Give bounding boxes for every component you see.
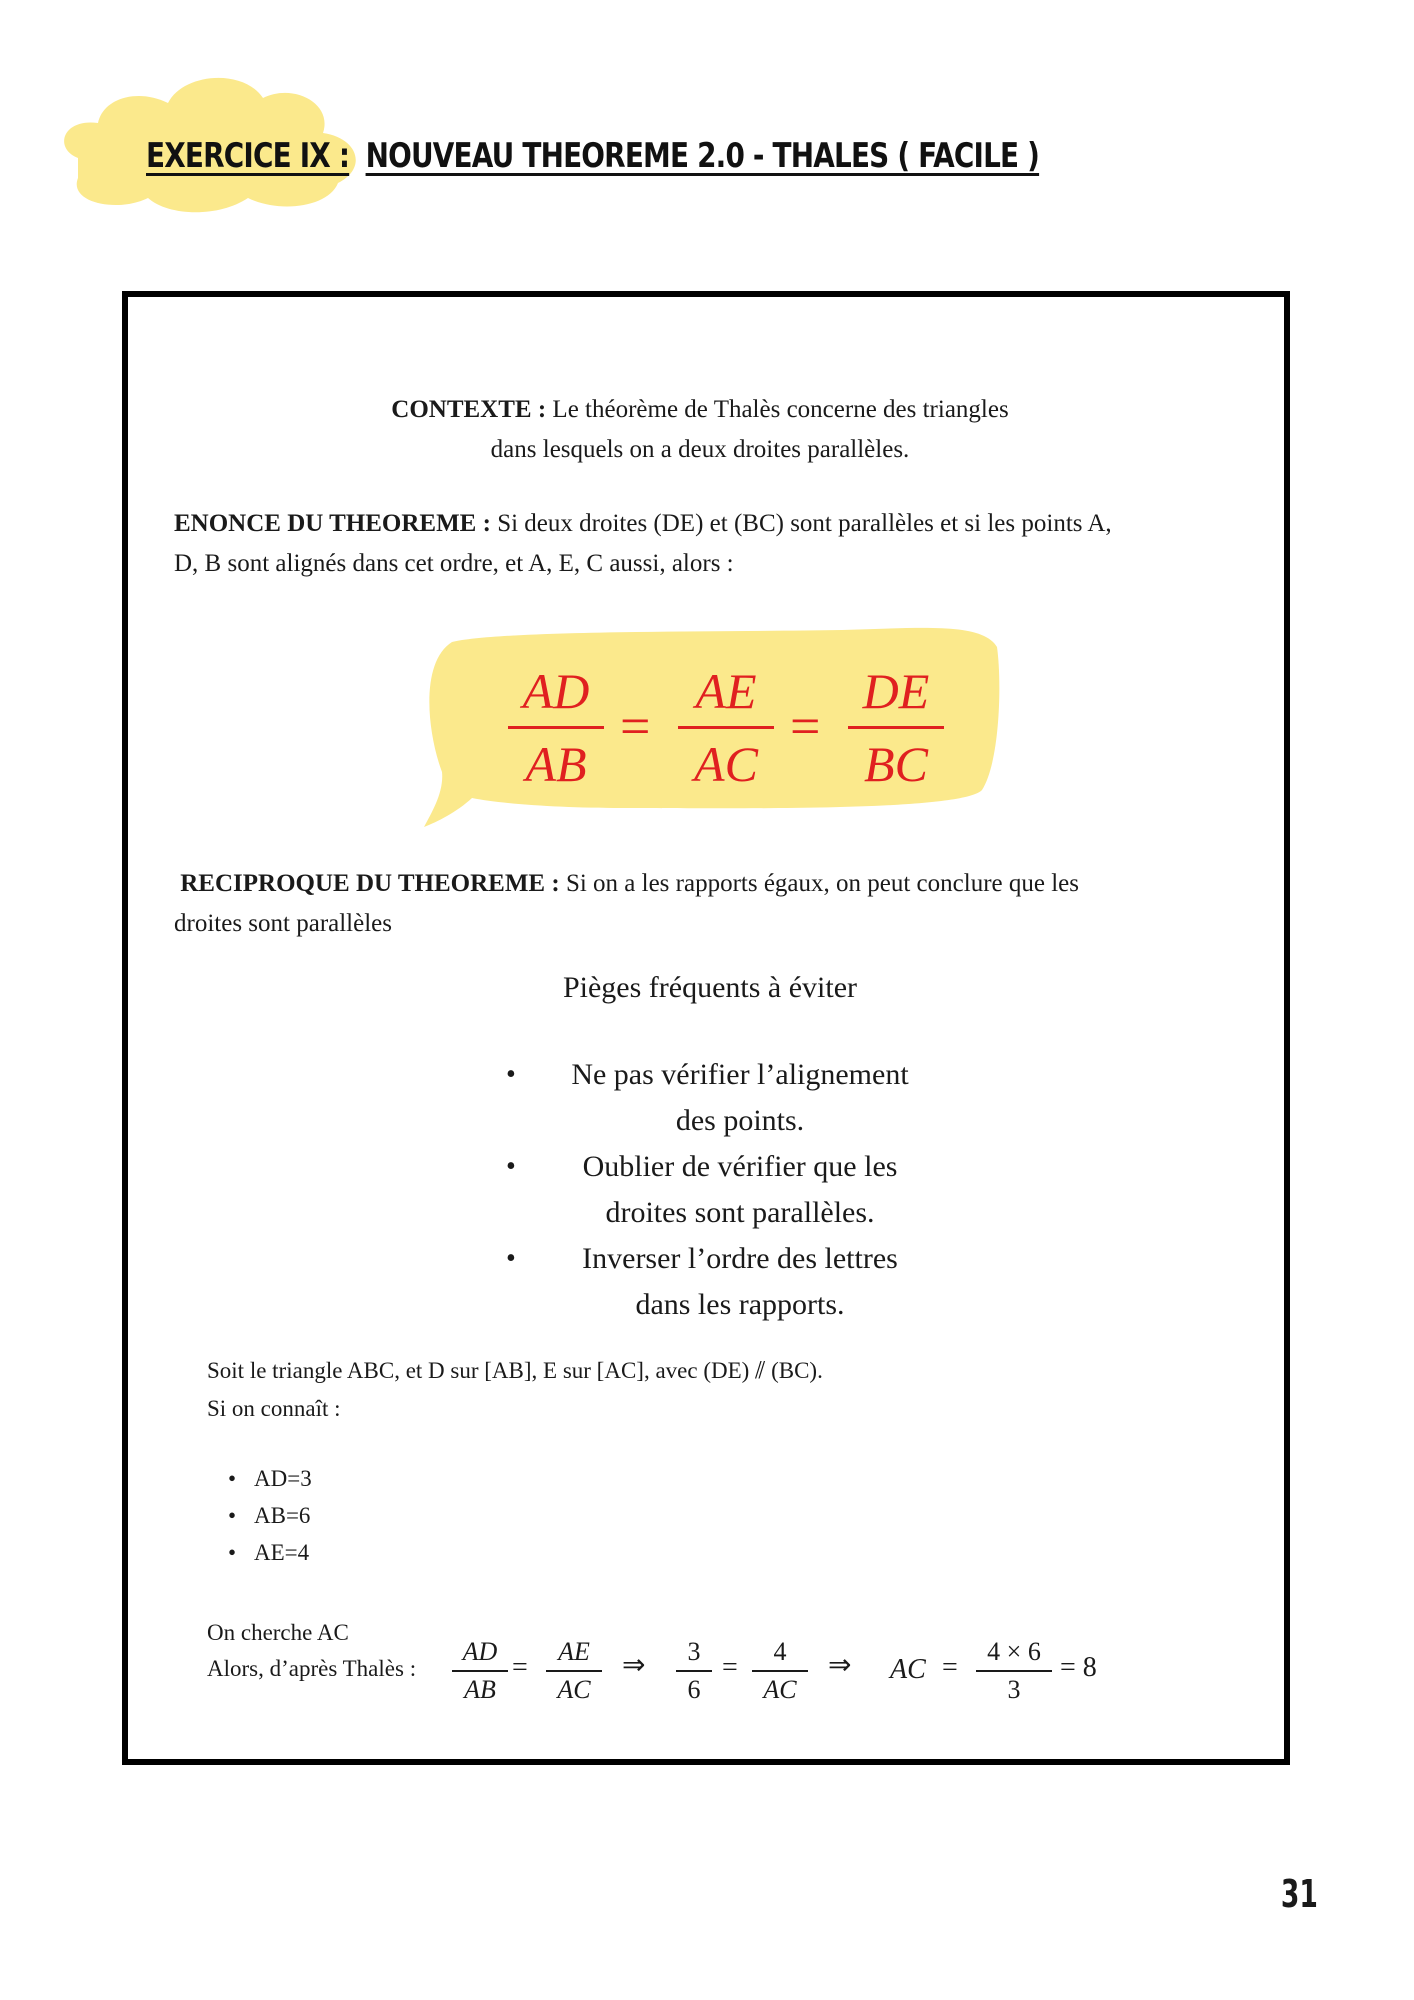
formula-numerator-1: AD — [522, 663, 590, 719]
formula-fraction-1 — [508, 660, 604, 795]
formula-equals-1: = — [620, 696, 651, 756]
statement-line-1: Si deux droites (DE) et (BC) sont parallèles et si les points A, — [497, 510, 1112, 537]
formula-denominator-1: AB — [525, 736, 587, 792]
context-line-2: dans lesquels on a deux droites parallèles. — [490, 436, 910, 463]
formula-numerator-3: DE — [862, 663, 930, 719]
statement-line-2: D, B sont alignés dans cet ordre, et A, E, C aussi, alors : — [174, 550, 734, 577]
context-paragraph — [300, 390, 1100, 470]
exercise-topic: NOUVEAU THEOREME 2.0 - THALES ( FACILE ) — [365, 136, 1040, 176]
example-intro-line-1: Soit le triangle ABC, et D sur [AB], E sur [AC], avec (DE) — [207, 1358, 750, 1383]
then-line: Alors, d’après Thalès : — [207, 1656, 417, 1681]
converse-paragraph — [174, 864, 1254, 944]
pitfall-item: • Inverser l’ordre des lettres dans les rapports. — [490, 1236, 950, 1328]
formula-equals-2: = — [790, 696, 821, 756]
example-intro — [207, 1352, 1107, 1427]
example-intro-line-2: Si on connaît : — [207, 1396, 341, 1421]
context-label: CONTEXTE : — [391, 396, 547, 423]
pitfall-item: • Ne pas vérifier l’alignement des points. — [490, 1052, 950, 1144]
converse-line-1: Si on a les rapports égaux, on peut conclure que les — [565, 870, 1079, 897]
calc-fraction-2: AE AC — [546, 1636, 602, 1706]
calc-equals-1: = — [512, 1652, 528, 1683]
known-value-item: • AB=6 — [222, 1497, 312, 1534]
known-value-item: • AD=3 — [222, 1460, 312, 1497]
formula-numerator-2: AE — [695, 663, 757, 719]
pitfalls-title: Pièges fréquents à éviter — [562, 971, 858, 1004]
context-line-1: Le théorème de Thalès concerne des triangles — [552, 396, 1009, 423]
formula-fraction-bar-1 — [508, 726, 604, 729]
formula-fraction-3 — [848, 660, 944, 795]
converse-line-2: droites sont parallèles — [174, 910, 392, 937]
formula-fraction-bar-2 — [678, 726, 774, 729]
pitfall-item: • Oublier de vérifier que les droites sont parallèles. — [490, 1144, 950, 1236]
calc-fraction-3: 3 6 — [676, 1636, 712, 1706]
formula-denominator-3: BC — [864, 736, 928, 792]
calc-fraction-1: AD AB — [452, 1636, 508, 1706]
search-line: On cherche AC — [207, 1620, 349, 1645]
formula-fraction-2 — [678, 660, 774, 795]
calc-fraction-5: 4 × 6 3 — [976, 1636, 1052, 1706]
implies-icon: ⇒ — [828, 1648, 852, 1681]
statement-label: ENONCE DU THEOREME : — [174, 510, 491, 537]
calc-result-lhs: AC — [890, 1654, 926, 1685]
pitfalls-list — [490, 1052, 950, 1328]
formula-denominator-2: AC — [694, 736, 758, 792]
example-intro-line-1-end: (BC). — [771, 1358, 823, 1383]
converse-label: RECIPROQUE DU THEOREME : — [180, 870, 560, 897]
statement-paragraph — [174, 504, 1254, 584]
calc-result: = 8 — [1060, 1652, 1097, 1683]
calc-equals-2: = — [722, 1652, 738, 1683]
page-number: 31 — [1280, 1872, 1318, 1916]
implies-icon: ⇒ — [622, 1648, 646, 1681]
calc-fraction-4: 4 AC — [752, 1636, 808, 1706]
known-values-list — [222, 1460, 312, 1571]
calc-equals-3: = — [942, 1652, 958, 1683]
known-value-item: • AE=4 — [222, 1534, 312, 1571]
parallel-icon: ⫽ — [755, 1358, 766, 1384]
formula-fraction-bar-3 — [848, 726, 944, 729]
exercise-number: EXERCICE IX : — [146, 136, 350, 176]
exercise-title — [146, 136, 1039, 176]
